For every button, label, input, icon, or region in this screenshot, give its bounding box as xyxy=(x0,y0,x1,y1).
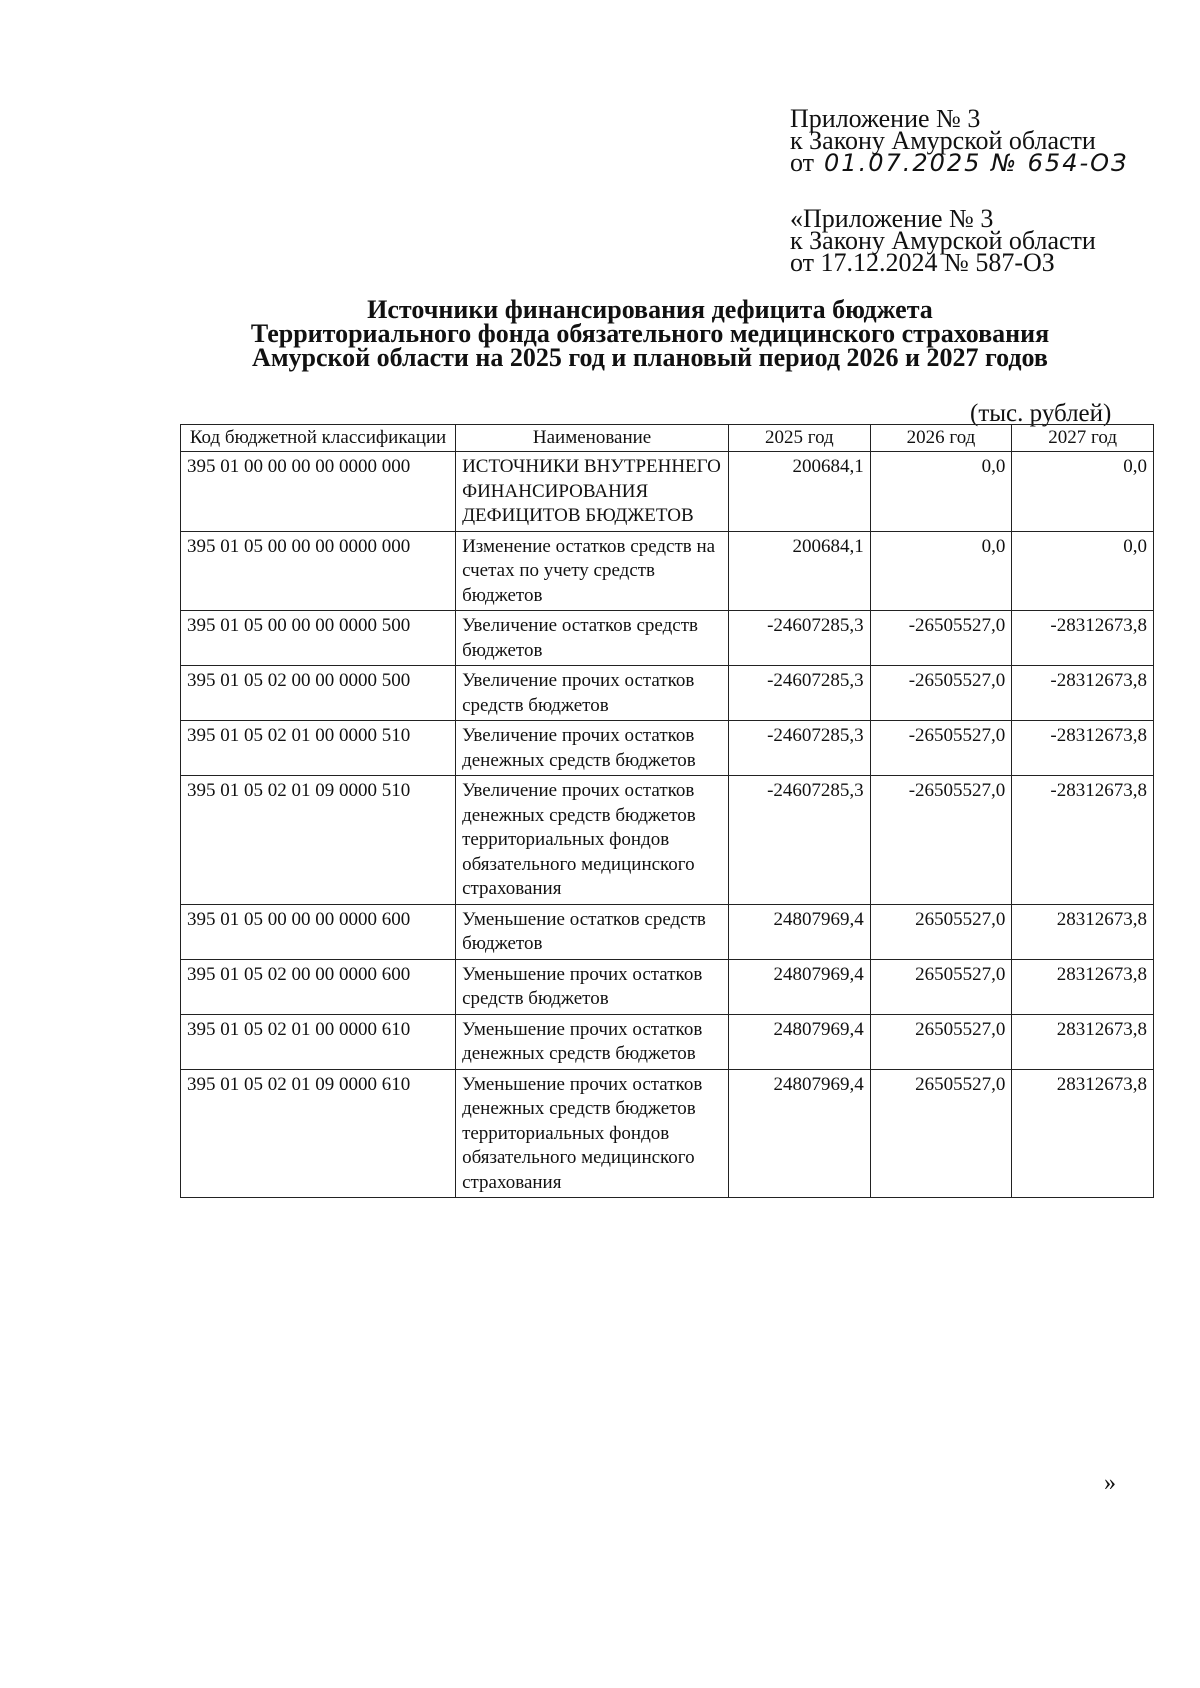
row-2027: -28312673,8 xyxy=(1012,666,1154,721)
row-2025: 24807969,4 xyxy=(729,1069,871,1198)
row-2026: 0,0 xyxy=(870,452,1012,532)
header-2027: 2027 год xyxy=(1012,425,1154,452)
row-2026: 0,0 xyxy=(870,531,1012,611)
header-2026: 2026 год xyxy=(870,425,1012,452)
table-row xyxy=(181,611,1154,666)
row-2026: -26505527,0 xyxy=(870,666,1012,721)
row-2027: 0,0 xyxy=(1012,531,1154,611)
law-reference: к Закону Амурской области xyxy=(790,126,1096,155)
date-prefix: от xyxy=(790,148,815,177)
row-code: 395 01 05 02 00 00 0000 500 xyxy=(181,666,456,721)
row-2026: 26505527,0 xyxy=(870,1014,1012,1069)
original-law-date: от 17.12.2024 № 587-ОЗ xyxy=(790,248,1055,277)
row-2027: 0,0 xyxy=(1012,452,1154,532)
header-2025: 2025 год xyxy=(729,425,871,452)
row-2025: 200684,1 xyxy=(729,452,871,532)
row-name: Увеличение остатков средств бюджетов xyxy=(456,611,729,666)
row-code: 395 01 05 02 01 09 0000 510 xyxy=(181,776,456,905)
row-2027: -28312673,8 xyxy=(1012,721,1154,776)
row-name: Увеличение прочих остатков средств бюджетов xyxy=(456,666,729,721)
row-code: 395 01 05 02 01 00 0000 510 xyxy=(181,721,456,776)
row-2027: 28312673,8 xyxy=(1012,904,1154,959)
row-code: 395 01 05 02 01 09 0000 610 xyxy=(181,1069,456,1198)
table-row xyxy=(181,904,1154,959)
document-title xyxy=(180,295,1120,372)
table-row xyxy=(181,1014,1154,1069)
handwritten-date: 01.07.2025 № 654-ОЗ xyxy=(824,149,1129,177)
table-header-row xyxy=(181,425,1154,452)
row-code: 395 01 00 00 00 00 0000 000 xyxy=(181,452,456,532)
row-2026: 26505527,0 xyxy=(870,959,1012,1014)
row-name: Уменьшение прочих остатков средств бюджетов xyxy=(456,959,729,1014)
header-name: Наименование xyxy=(456,425,729,452)
row-name: Уменьшение прочих остатков денежных средств бюджетов xyxy=(456,1014,729,1069)
table-row xyxy=(181,959,1154,1014)
row-name: Уменьшение остатков средств бюджетов xyxy=(456,904,729,959)
table-row xyxy=(181,666,1154,721)
row-name: Увеличение прочих остатков денежных средств бюджетов xyxy=(456,721,729,776)
row-2027: -28312673,8 xyxy=(1012,611,1154,666)
title-line-2: Территориального фонда обязательного медицинского страхования xyxy=(250,319,1050,348)
closing-quote: » xyxy=(1104,1470,1116,1496)
row-code: 395 01 05 00 00 00 0000 500 xyxy=(181,611,456,666)
row-2027: 28312673,8 xyxy=(1012,1069,1154,1198)
row-2025: -24607285,3 xyxy=(729,776,871,905)
row-name: ИСТОЧНИКИ ВНУТРЕННЕГО ФИНАНСИРОВАНИЯ ДЕФИЦИТОВ БЮДЖЕТОВ xyxy=(456,452,729,532)
row-code: 395 01 05 02 00 00 0000 600 xyxy=(181,959,456,1014)
title-line-1: Источники финансирования дефицита бюджета xyxy=(367,295,933,324)
table-row xyxy=(181,721,1154,776)
row-2027: 28312673,8 xyxy=(1012,959,1154,1014)
row-2025: -24607285,3 xyxy=(729,721,871,776)
table-row xyxy=(181,1069,1154,1198)
approval-date-line xyxy=(790,148,1129,177)
budget-deficit-table xyxy=(180,424,1154,1198)
original-appendix-block xyxy=(790,204,1096,277)
row-name: Уменьшение прочих остатков денежных средств бюджетов территориальных фондов обязательного медицинского страхования xyxy=(456,1069,729,1198)
row-name: Увеличение прочих остатков денежных средств бюджетов территориальных фондов обязательного медицинского страхования xyxy=(456,776,729,905)
appendix-number: Приложение № 3 xyxy=(790,104,981,133)
table-row xyxy=(181,452,1154,532)
original-law-reference: к Закону Амурской области xyxy=(790,226,1096,255)
row-2025: -24607285,3 xyxy=(729,666,871,721)
header-code: Код бюджетной классификации xyxy=(181,425,456,452)
row-2025: -24607285,3 xyxy=(729,611,871,666)
row-2025: 24807969,4 xyxy=(729,904,871,959)
row-2026: -26505527,0 xyxy=(870,721,1012,776)
row-2027: 28312673,8 xyxy=(1012,1014,1154,1069)
row-code: 395 01 05 02 01 00 0000 610 xyxy=(181,1014,456,1069)
row-2025: 200684,1 xyxy=(729,531,871,611)
table-row xyxy=(181,776,1154,905)
row-2026: 26505527,0 xyxy=(870,1069,1012,1198)
row-name: Изменение остатков средств на счетах по учету средств бюджетов xyxy=(456,531,729,611)
row-2026: -26505527,0 xyxy=(870,776,1012,905)
row-2026: -26505527,0 xyxy=(870,611,1012,666)
units-label: (тыс. рублей) xyxy=(970,400,1112,427)
row-code: 395 01 05 00 00 00 0000 000 xyxy=(181,531,456,611)
row-2025: 24807969,4 xyxy=(729,1014,871,1069)
original-appendix-number: «Приложение № 3 xyxy=(790,204,994,233)
appendix-approval-block xyxy=(790,104,1129,177)
row-2025: 24807969,4 xyxy=(729,959,871,1014)
row-2026: 26505527,0 xyxy=(870,904,1012,959)
row-code: 395 01 05 00 00 00 0000 600 xyxy=(181,904,456,959)
table-row xyxy=(181,531,1154,611)
title-line-3: Амурской области на 2025 год и плановый период 2026 и 2027 годов xyxy=(252,343,1048,372)
row-2027: -28312673,8 xyxy=(1012,776,1154,905)
